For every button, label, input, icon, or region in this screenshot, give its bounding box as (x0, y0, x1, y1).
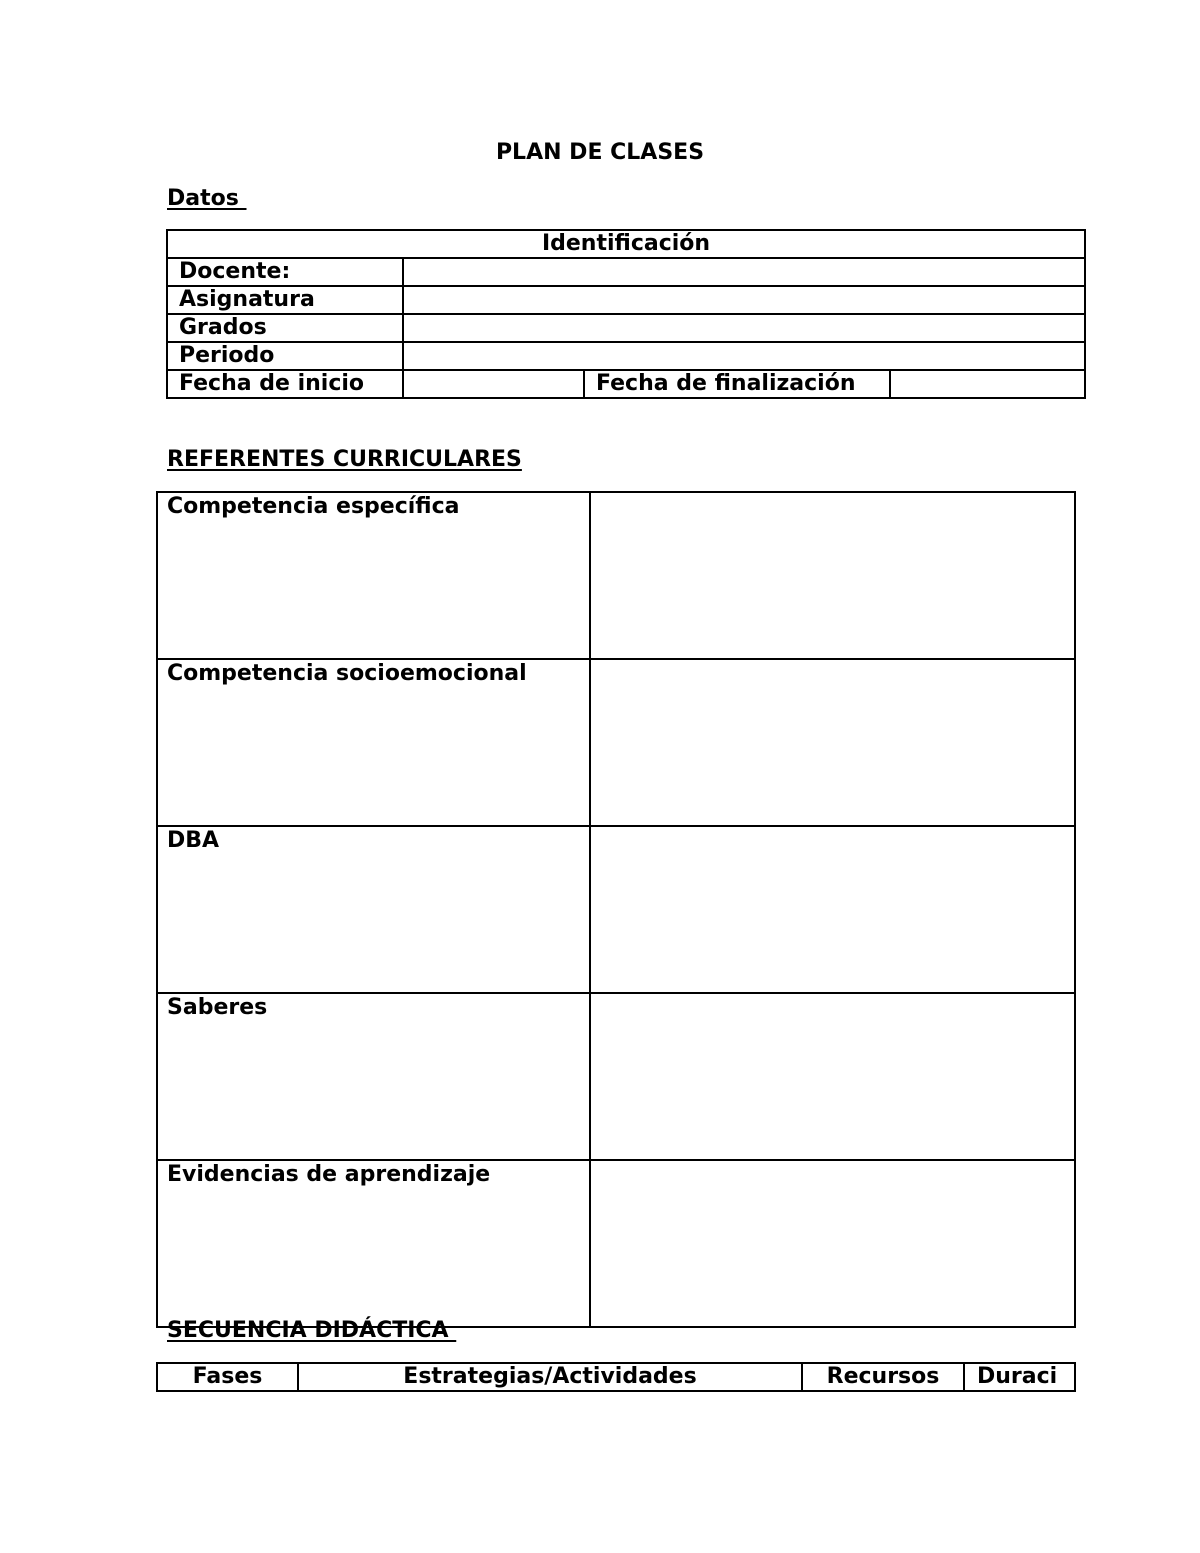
table-row (157, 492, 1075, 659)
identificacion-table (166, 229, 1086, 399)
table-row (157, 659, 1075, 826)
table-row (157, 1363, 1075, 1391)
recursos-header: Recursos (802, 1363, 964, 1391)
saberes-label: Saberes (157, 993, 590, 1160)
estrategias-header: Estrategias/Actividades (298, 1363, 802, 1391)
asignatura-label: Asignatura (167, 286, 403, 314)
table-row (167, 230, 1085, 258)
periodo-field[interactable] (403, 342, 1085, 370)
fases-header: Fases (157, 1363, 298, 1391)
fecha-inicio-label: Fecha de inicio (167, 370, 403, 398)
table-row (167, 258, 1085, 286)
saberes-field[interactable] (590, 993, 1075, 1160)
dba-label: DBA (157, 826, 590, 993)
docente-field[interactable] (403, 258, 1085, 286)
fecha-fin-label: Fecha de finalización (584, 370, 890, 398)
table-row (157, 826, 1075, 993)
section-heading-secuencia: SECUENCIA DIDÁCTICA (167, 1318, 457, 1343)
grados-label: Grados (167, 314, 403, 342)
competencia-especifica-field[interactable] (590, 492, 1075, 659)
referentes-table (156, 491, 1076, 1328)
periodo-label: Periodo (167, 342, 403, 370)
docente-label: Docente: (167, 258, 403, 286)
grados-field[interactable] (403, 314, 1085, 342)
table-row (167, 370, 1085, 398)
competencia-socioemocional-field[interactable] (590, 659, 1075, 826)
table-row (167, 342, 1085, 370)
section-heading-datos: Datos (167, 186, 247, 211)
fecha-fin-field[interactable] (890, 370, 1085, 398)
evidencias-field[interactable] (590, 1160, 1075, 1327)
evidencias-label: Evidencias de aprendizaje (157, 1160, 590, 1327)
dba-field[interactable] (590, 826, 1075, 993)
table-row (157, 993, 1075, 1160)
table-row (167, 286, 1085, 314)
competencia-socioemocional-label: Competencia socioemocional (157, 659, 590, 826)
secuencia-table (156, 1362, 1076, 1392)
competencia-especifica-label: Competencia específica (157, 492, 590, 659)
fecha-inicio-field[interactable] (403, 370, 584, 398)
table-row (167, 314, 1085, 342)
page-title: PLAN DE CLASES (495, 140, 705, 165)
table-row (157, 1160, 1075, 1327)
duracion-header: Duraci (964, 1363, 1075, 1391)
asignatura-field[interactable] (403, 286, 1085, 314)
identificacion-header: Identificación (167, 230, 1085, 258)
section-heading-referentes: REFERENTES CURRICULARES (167, 447, 522, 472)
